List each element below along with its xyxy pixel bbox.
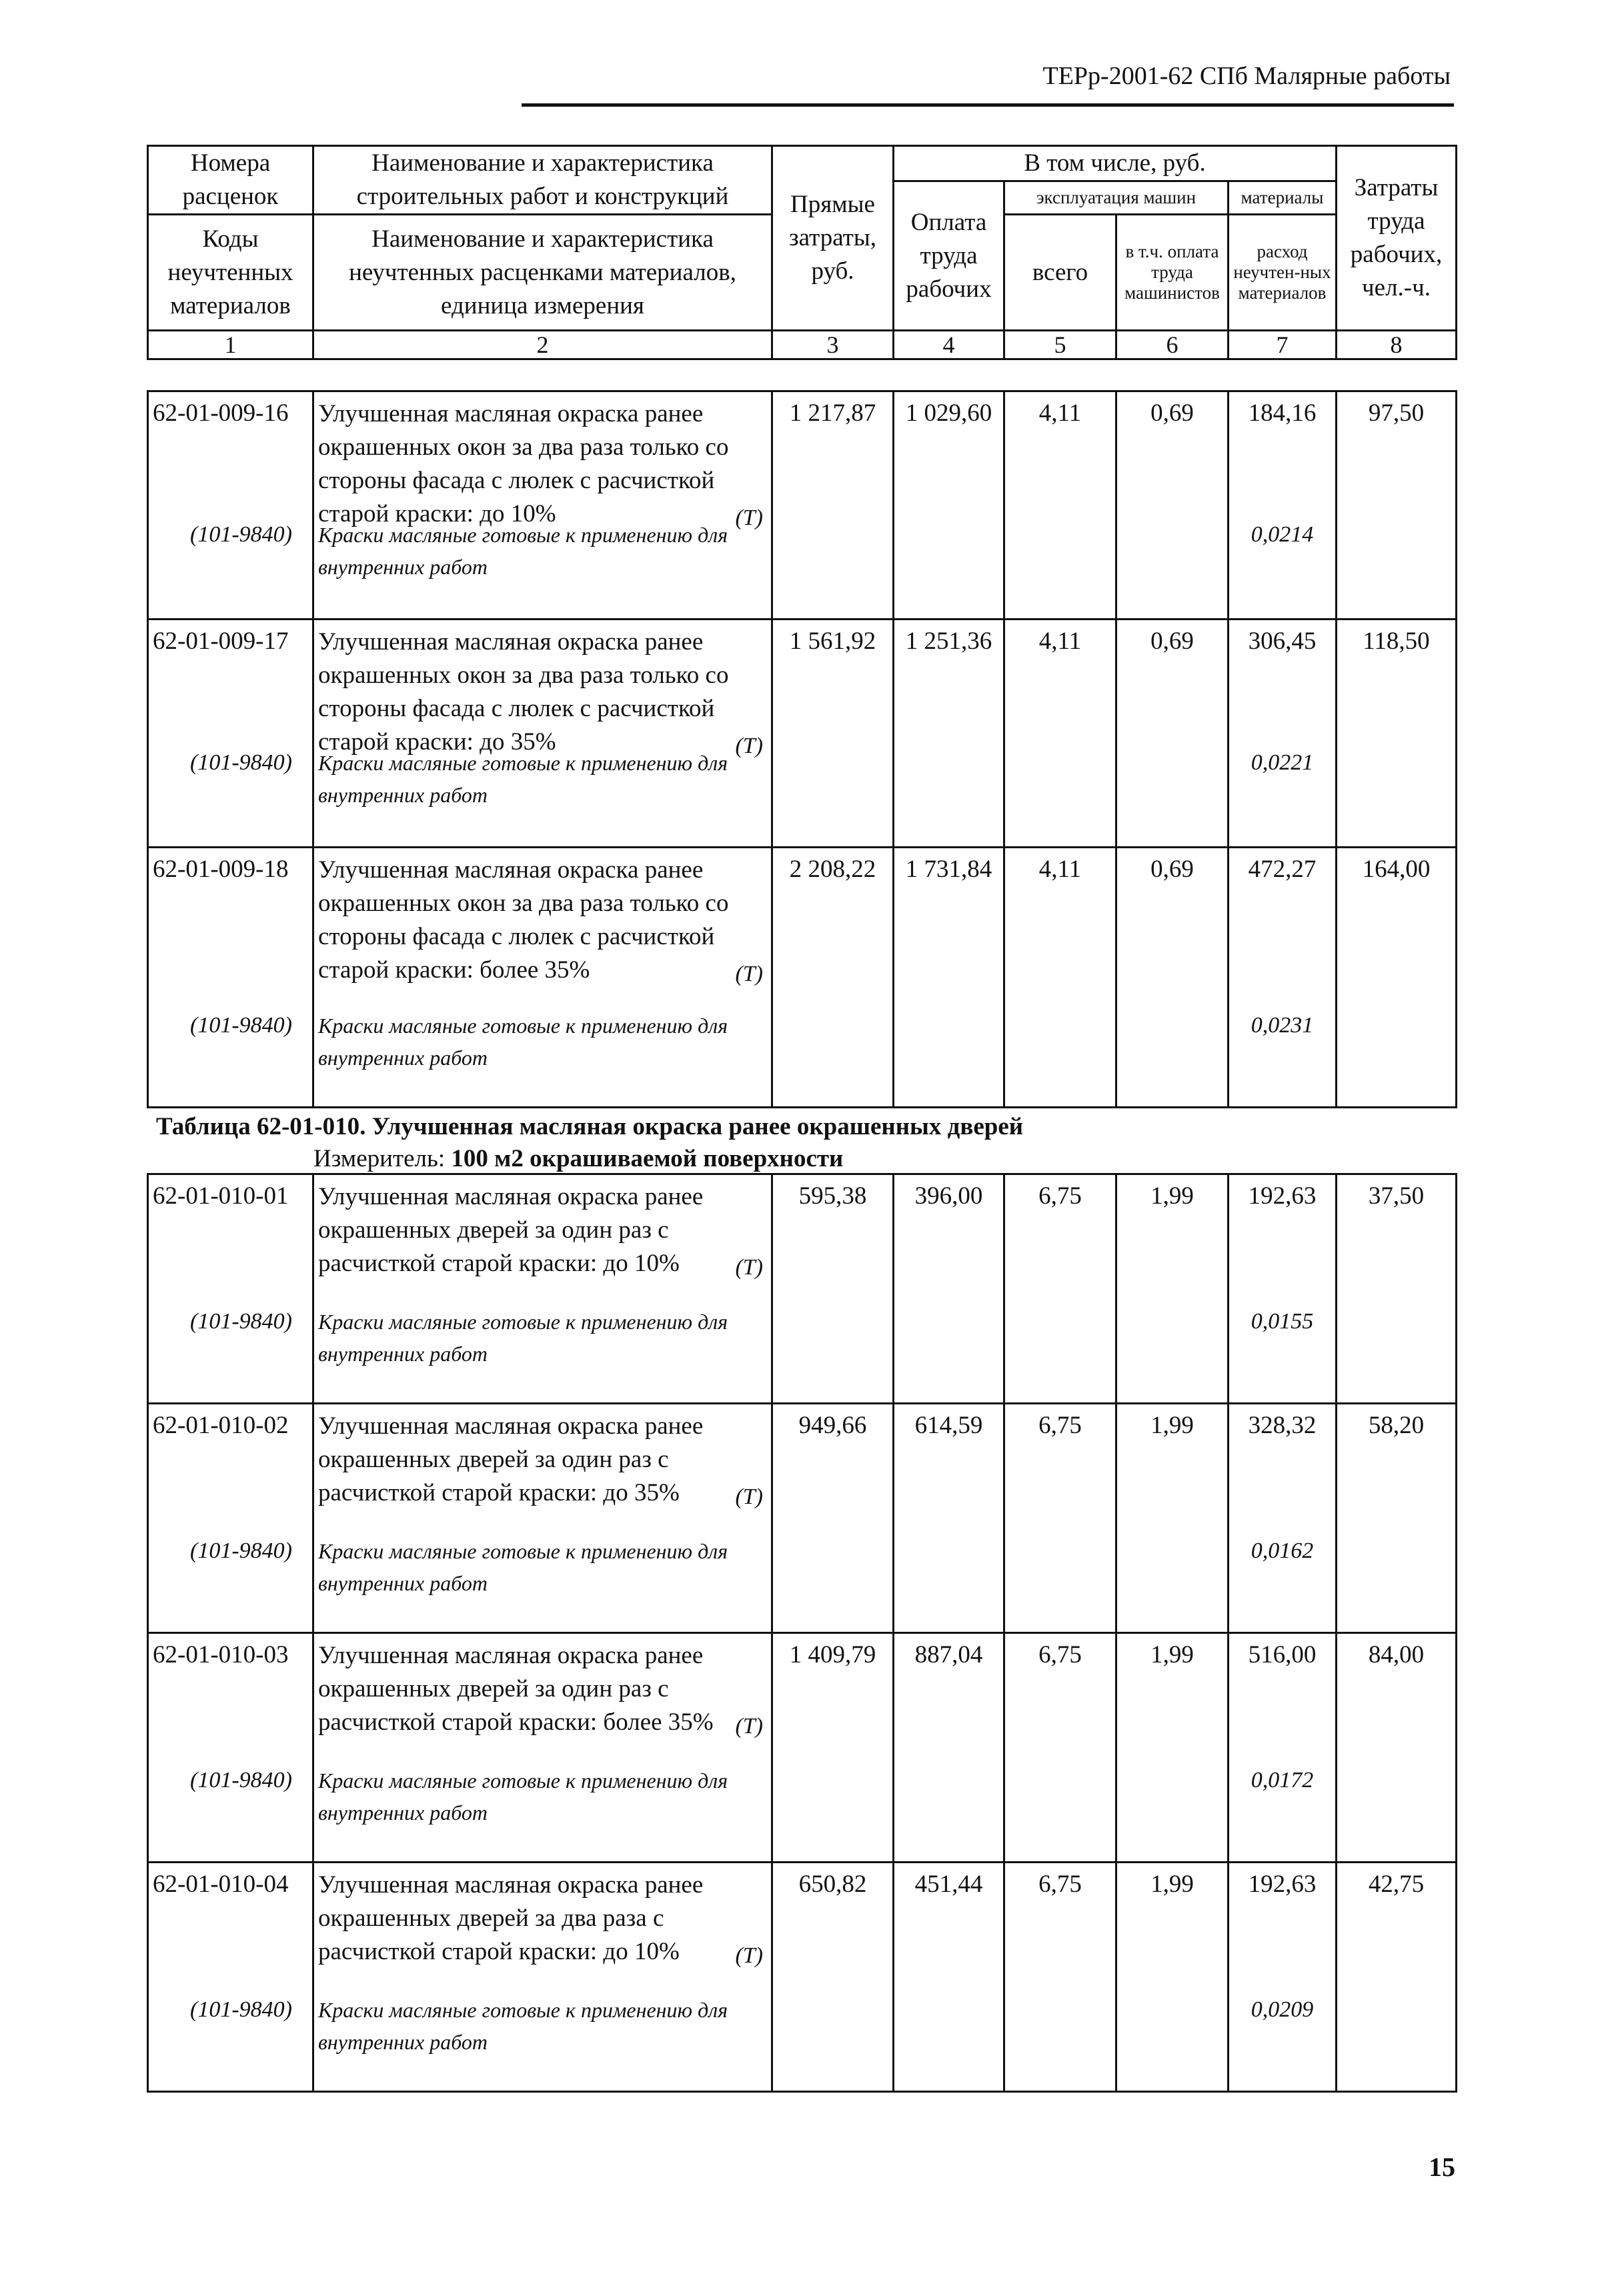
rate-code: 62-01-010-02 xyxy=(153,1412,289,1439)
table-header xyxy=(147,145,1457,360)
direct-cost: 1 217,87 xyxy=(772,391,894,620)
material-consumption: 0,0155 xyxy=(1251,1309,1314,1334)
material-consumption: 0,0209 xyxy=(1251,1997,1314,2022)
direct-cost: 650,82 xyxy=(772,1863,894,2092)
measure-line xyxy=(313,1144,843,1173)
rates-table-doors xyxy=(147,1173,1457,2093)
materials-cost: 328,32 xyxy=(1248,1412,1317,1439)
header-number: 8 xyxy=(1337,331,1457,359)
machinists-pay: 0,69 xyxy=(1116,848,1229,1108)
t-mark: (Т) xyxy=(735,1943,763,1968)
rate-title: Улучшенная масляная окраска ранее окрашенных дверей за один раз с расчисткой старой краски: до 35% xyxy=(318,1412,704,1506)
header-materials: материалы xyxy=(1229,181,1337,215)
header-col2-top: Наименование и характеристика строительных работ и конструкций xyxy=(313,146,772,215)
header-number: 5 xyxy=(1004,331,1116,359)
header-number: 4 xyxy=(894,331,1004,359)
header-machines: эксплуатация машин xyxy=(1004,181,1229,215)
labor-hours: 164,00 xyxy=(1337,848,1457,1108)
header-col4: Оплата труда рабочих xyxy=(894,181,1004,331)
rate-title: Улучшенная масляная окраска ранее окрашенных окон за два раза только со стороны фасада с люлек с расчисткой старой краски: до 10% xyxy=(318,400,729,527)
direct-cost: 2 208,22 xyxy=(772,848,894,1108)
machines-total: 6,75 xyxy=(1004,1404,1116,1633)
header-col1-top: Номера расценок xyxy=(148,146,313,215)
material-consumption: 0,0172 xyxy=(1251,1768,1314,1793)
rate-code: 62-01-010-01 xyxy=(153,1182,289,1210)
machines-total: 4,11 xyxy=(1004,391,1116,620)
machines-total: 6,75 xyxy=(1004,1633,1116,1863)
labor-hours: 37,50 xyxy=(1337,1174,1457,1404)
material-name: Краски масляные готовые к применению для внутренних работ xyxy=(318,1014,728,1070)
material-code: (101-9840) xyxy=(190,1013,292,1038)
t-mark: (Т) xyxy=(735,734,763,758)
material-consumption: 0,0231 xyxy=(1251,1013,1314,1038)
materials-cost: 184,16 xyxy=(1248,399,1317,427)
labor-cost: 1 251,36 xyxy=(894,620,1004,848)
materials-cost: 192,63 xyxy=(1248,1182,1317,1210)
header-col2-bottom: Наименование и характеристика неучтенных расценками материалов, единица измерения xyxy=(313,215,772,331)
direct-cost: 1 561,92 xyxy=(772,620,894,848)
rate-code: 62-01-009-16 xyxy=(153,399,289,427)
machines-total: 4,11 xyxy=(1004,848,1116,1108)
material-code: (101-9840) xyxy=(190,1309,292,1334)
labor-cost: 396,00 xyxy=(894,1174,1004,1404)
labor-hours: 118,50 xyxy=(1337,620,1457,848)
direct-cost: 1 409,79 xyxy=(772,1633,894,1863)
header-col3: Прямые затраты, руб. xyxy=(772,146,894,331)
rate-code: 62-01-009-17 xyxy=(153,628,289,655)
t-mark: (Т) xyxy=(735,1484,763,1509)
material-code: (101-9840) xyxy=(190,1997,292,2022)
header-group: В том числе, руб. xyxy=(894,146,1337,181)
direct-cost: 595,38 xyxy=(772,1174,894,1404)
material-consumption: 0,0221 xyxy=(1251,750,1314,775)
table-row xyxy=(148,1174,1457,1404)
table-row xyxy=(148,848,1457,1108)
material-name: Краски масляные готовые к применению для внутренних работ xyxy=(318,523,728,579)
header-number: 3 xyxy=(772,331,894,359)
header-col7: расход неучтен-ных материалов xyxy=(1229,215,1337,331)
table-row xyxy=(148,1404,1457,1633)
header-number: 2 xyxy=(313,331,772,359)
material-code: (101-9840) xyxy=(190,522,292,547)
labor-hours: 42,75 xyxy=(1337,1863,1457,2092)
header-number: 7 xyxy=(1229,331,1337,359)
materials-cost: 192,63 xyxy=(1248,1871,1317,1898)
t-mark: (Т) xyxy=(735,1714,763,1739)
material-consumption: 0,0214 xyxy=(1251,522,1314,547)
material-name: Краски масляные готовые к применению для внутренних работ xyxy=(318,1998,728,2054)
material-code: (101-9840) xyxy=(190,1538,292,1563)
t-mark: (Т) xyxy=(735,505,763,530)
material-name: Краски масляные готовые к применению для внутренних работ xyxy=(318,1539,728,1595)
machines-total: 6,75 xyxy=(1004,1863,1116,2092)
rate-title: Улучшенная масляная окраска ранее окрашенных дверей за один раз с расчисткой старой краски: более 35% xyxy=(318,1642,714,1736)
material-name: Краски масляные готовые к применению для внутренних работ xyxy=(318,1769,728,1825)
machinists-pay: 1,99 xyxy=(1116,1863,1229,2092)
labor-hours: 97,50 xyxy=(1337,391,1457,620)
table-row xyxy=(148,391,1457,620)
labor-cost: 614,59 xyxy=(894,1404,1004,1633)
table-row xyxy=(148,1633,1457,1863)
rates-table-windows xyxy=(147,390,1457,1108)
rate-title: Улучшенная масляная окраска ранее окрашенных дверей за один раз с расчисткой старой краски: до 10% xyxy=(318,1183,704,1277)
t-mark: (Т) xyxy=(735,962,763,986)
rate-title: Улучшенная масляная окраска ранее окрашенных окон за два раза только со стороны фасада с люлек с расчисткой старой краски: более 35% xyxy=(318,856,729,984)
material-consumption: 0,0162 xyxy=(1251,1538,1314,1563)
measure-label: Измеритель: xyxy=(313,1145,446,1172)
rate-code: 62-01-010-04 xyxy=(153,1871,289,1898)
machinists-pay: 1,99 xyxy=(1116,1633,1229,1863)
header-number: 6 xyxy=(1116,331,1229,359)
measure-value: 100 м2 окрашиваемой поверхности xyxy=(451,1145,844,1172)
header-col8: Затраты труда рабочих, чел.-ч. xyxy=(1337,146,1457,331)
header-col6: в т.ч. оплата труда машинистов xyxy=(1116,215,1229,331)
machinists-pay: 0,69 xyxy=(1116,391,1229,620)
t-mark: (Т) xyxy=(735,1255,763,1280)
machinists-pay: 1,99 xyxy=(1116,1404,1229,1633)
direct-cost: 949,66 xyxy=(772,1404,894,1633)
table-title: Таблица 62-01-010. Улучшенная масляная окраска ранее окрашенных дверей xyxy=(156,1113,1024,1140)
machines-total: 6,75 xyxy=(1004,1174,1116,1404)
material-code: (101-9840) xyxy=(190,1768,292,1793)
machinists-pay: 0,69 xyxy=(1116,620,1229,848)
rate-code: 62-01-009-18 xyxy=(153,856,289,883)
labor-hours: 58,20 xyxy=(1337,1404,1457,1633)
labor-cost: 1 731,84 xyxy=(894,848,1004,1108)
header-number: 1 xyxy=(148,331,313,359)
materials-cost: 472,27 xyxy=(1248,856,1317,883)
labor-cost: 887,04 xyxy=(894,1633,1004,1863)
rate-code: 62-01-010-03 xyxy=(153,1641,289,1668)
material-code: (101-9840) xyxy=(190,750,292,775)
table-row xyxy=(148,620,1457,848)
labor-cost: 451,44 xyxy=(894,1863,1004,2092)
header-rule xyxy=(522,103,1454,107)
page-number: 15 xyxy=(1429,2152,1455,2182)
labor-hours: 84,00 xyxy=(1337,1633,1457,1863)
material-name: Краски масляные готовые к применению для внутренних работ xyxy=(318,751,728,807)
header-col1-bottom: Коды неучтенных материалов xyxy=(148,215,313,331)
material-name: Краски масляные готовые к применению для внутренних работ xyxy=(318,1310,728,1366)
machines-total: 4,11 xyxy=(1004,620,1116,848)
rate-title: Улучшенная масляная окраска ранее окрашенных дверей за два раза с расчисткой старой краски: до 10% xyxy=(318,1871,704,1965)
header-col5: всего xyxy=(1004,215,1116,331)
labor-cost: 1 029,60 xyxy=(894,391,1004,620)
machinists-pay: 1,99 xyxy=(1116,1174,1229,1404)
materials-cost: 306,45 xyxy=(1248,628,1317,655)
table-row xyxy=(148,1863,1457,2092)
running-title: ТЕРр-2001-62 СПб Малярные работы xyxy=(1042,62,1451,90)
materials-cost: 516,00 xyxy=(1248,1641,1317,1668)
rate-title: Улучшенная масляная окраска ранее окрашенных окон за два раза только со стороны фасада с люлек с расчисткой старой краски: до 35% xyxy=(318,628,729,756)
